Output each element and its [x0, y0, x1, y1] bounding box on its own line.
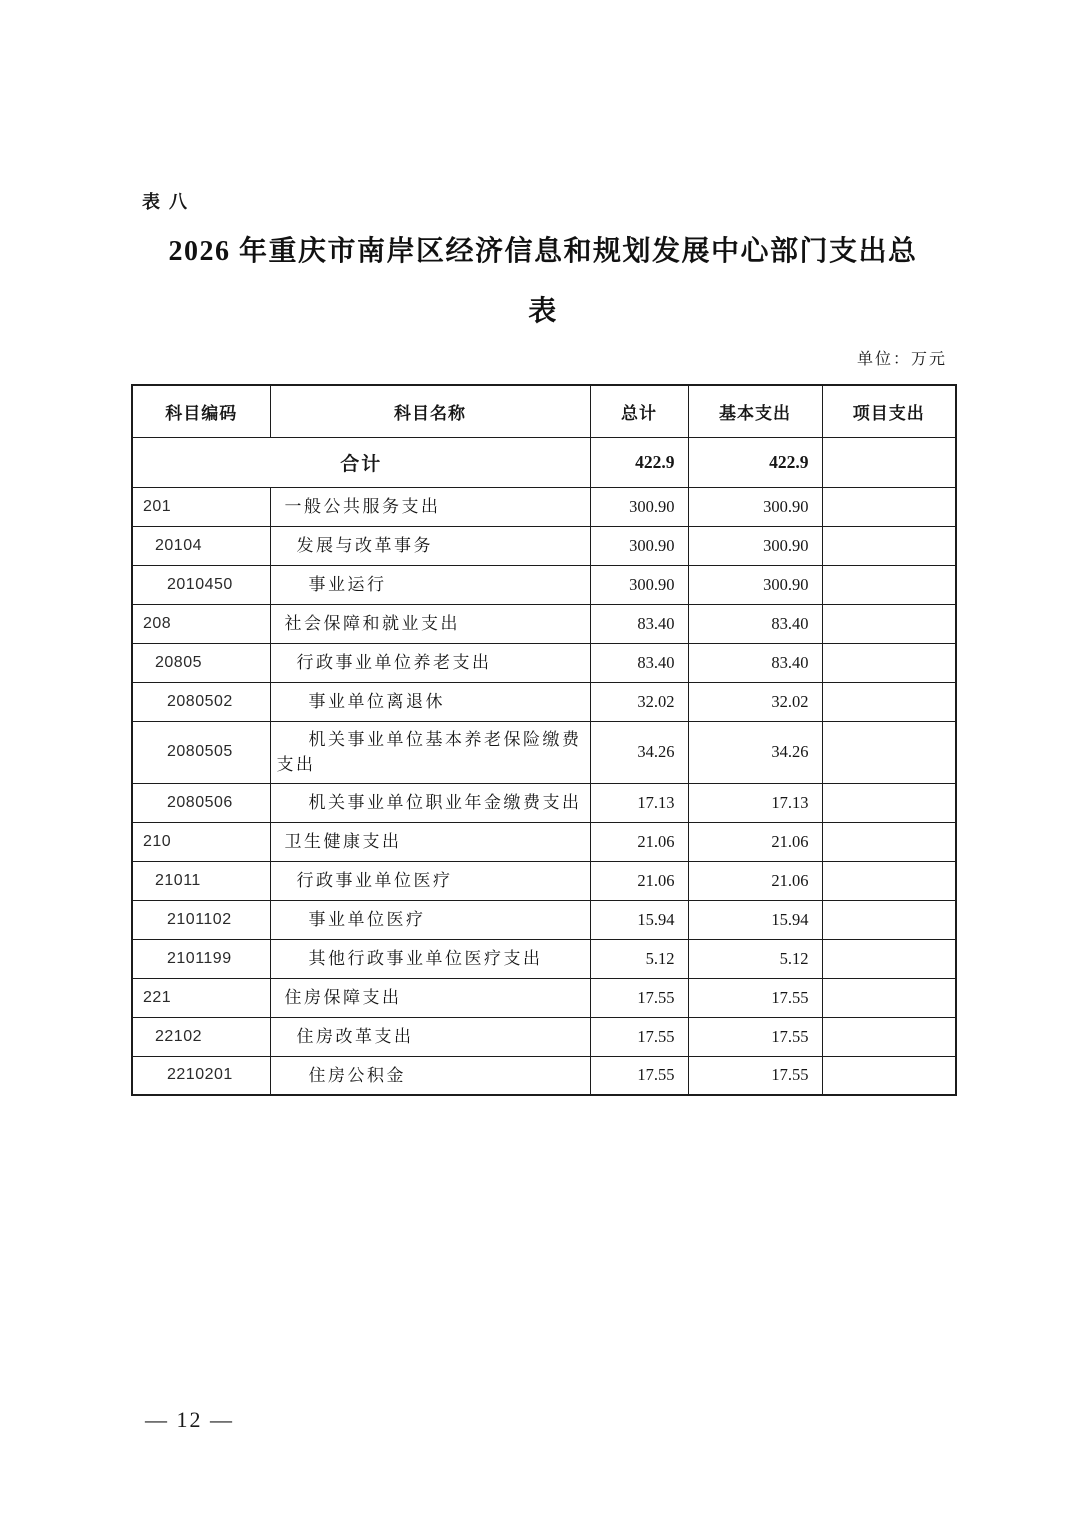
subject-name-cell: 一般公共服务支出: [270, 487, 590, 526]
grand-total-row: [132, 437, 956, 487]
table-row: [132, 939, 956, 978]
total-cell: 300.90: [590, 487, 688, 526]
total-cell: 83.40: [590, 643, 688, 682]
basic-expenditure-cell: 34.26: [688, 721, 822, 783]
table-row: [132, 526, 956, 565]
grand-total-label: 合计: [132, 437, 590, 487]
table-row: [132, 1017, 956, 1056]
subject-name-cell: 机关事业单位职业年金缴费支出: [270, 783, 590, 822]
budget-table: [131, 384, 957, 1096]
unit-note: 单位：万元: [856, 351, 947, 368]
table-row: [132, 643, 956, 682]
total-cell: 21.06: [590, 861, 688, 900]
project-expenditure-cell: [822, 526, 956, 565]
col-header-project: 项目支出: [822, 385, 956, 437]
document-title-line-2: 表: [528, 296, 558, 327]
total-cell: 32.02: [590, 682, 688, 721]
basic-expenditure-cell: 17.55: [688, 1056, 822, 1095]
basic-expenditure-cell: 83.40: [688, 643, 822, 682]
col-header-subject-code: 科目编码: [132, 385, 270, 437]
table-row: [132, 783, 956, 822]
basic-expenditure-cell: 32.02: [688, 682, 822, 721]
document-title: [131, 222, 955, 342]
project-expenditure-cell: [822, 682, 956, 721]
project-expenditure-cell: [822, 978, 956, 1017]
document-title-line-1: 2026 年重庆市南岸区经济信息和规划发展中心部门支出总: [168, 236, 918, 267]
total-cell: 17.55: [590, 1056, 688, 1095]
subject-name-cell: 其他行政事业单位医疗支出: [270, 939, 590, 978]
subject-code-cell: 2210201: [132, 1056, 270, 1095]
subject-name-cell: 卫生健康支出: [270, 822, 590, 861]
project-expenditure-cell: [822, 1056, 956, 1095]
project-expenditure-cell: [822, 604, 956, 643]
basic-expenditure-cell: 83.40: [688, 604, 822, 643]
subject-name-cell: 发展与改革事务: [270, 526, 590, 565]
grand-total-basic-cell: 422.9: [688, 437, 822, 487]
col-header-basic: 基本支出: [688, 385, 822, 437]
subject-code-cell: 20805: [132, 643, 270, 682]
basic-expenditure-cell: 17.55: [688, 1017, 822, 1056]
grand-total-project-cell: [822, 437, 956, 487]
table-row: [132, 822, 956, 861]
page-number: — 12 —: [145, 1407, 234, 1432]
subject-name-cell: 事业单位离退休: [270, 682, 590, 721]
subject-code-cell: 2080502: [132, 682, 270, 721]
project-expenditure-cell: [822, 939, 956, 978]
subject-code-cell: 221: [132, 978, 270, 1017]
table-row: [132, 565, 956, 604]
table-row: [132, 721, 956, 783]
table-label: 表 八: [142, 192, 190, 212]
table-row: [132, 682, 956, 721]
subject-code-cell: 201: [132, 487, 270, 526]
total-cell: 17.13: [590, 783, 688, 822]
subject-name-cell: 住房改革支出: [270, 1017, 590, 1056]
subject-code-cell: 2080506: [132, 783, 270, 822]
project-expenditure-cell: [822, 643, 956, 682]
subject-code-cell: 21011: [132, 861, 270, 900]
project-expenditure-cell: [822, 487, 956, 526]
subject-name-cell: 社会保障和就业支出: [270, 604, 590, 643]
basic-expenditure-cell: 17.13: [688, 783, 822, 822]
project-expenditure-cell: [822, 861, 956, 900]
subject-name-cell: 行政事业单位医疗: [270, 861, 590, 900]
total-cell: 17.55: [590, 978, 688, 1017]
subject-code-cell: 20104: [132, 526, 270, 565]
total-cell: 5.12: [590, 939, 688, 978]
table-row: [132, 487, 956, 526]
basic-expenditure-cell: 21.06: [688, 861, 822, 900]
subject-name-cell: 事业运行: [270, 565, 590, 604]
subject-code-cell: 2010450: [132, 565, 270, 604]
col-header-total: 总计: [590, 385, 688, 437]
col-header-subject-name: 科目名称: [270, 385, 590, 437]
subject-code-cell: 210: [132, 822, 270, 861]
subject-code-cell: 2080505: [132, 721, 270, 783]
project-expenditure-cell: [822, 565, 956, 604]
basic-expenditure-cell: 300.90: [688, 487, 822, 526]
total-cell: 17.55: [590, 1017, 688, 1056]
table-row: [132, 900, 956, 939]
total-cell: 21.06: [590, 822, 688, 861]
project-expenditure-cell: [822, 783, 956, 822]
subject-name-cell: 住房公积金: [270, 1056, 590, 1095]
basic-expenditure-cell: 15.94: [688, 900, 822, 939]
total-cell: 300.90: [590, 526, 688, 565]
subject-code-cell: 208: [132, 604, 270, 643]
table-row: [132, 978, 956, 1017]
table-body: [132, 437, 956, 1095]
project-expenditure-cell: [822, 822, 956, 861]
subject-name-cell: 事业单位医疗: [270, 900, 590, 939]
total-cell: 300.90: [590, 565, 688, 604]
grand-total-total-cell: 422.9: [590, 437, 688, 487]
total-cell: 34.26: [590, 721, 688, 783]
subject-code-cell: 2101199: [132, 939, 270, 978]
subject-code-cell: 22102: [132, 1017, 270, 1056]
basic-expenditure-cell: 17.55: [688, 978, 822, 1017]
project-expenditure-cell: [822, 900, 956, 939]
total-cell: 15.94: [590, 900, 688, 939]
subject-name-cell: 机关事业单位基本养老保险缴费支出: [270, 721, 590, 783]
table-row: [132, 604, 956, 643]
subject-code-cell: 2101102: [132, 900, 270, 939]
subject-name-cell: 住房保障支出: [270, 978, 590, 1017]
basic-expenditure-cell: 21.06: [688, 822, 822, 861]
basic-expenditure-cell: 300.90: [688, 526, 822, 565]
table-row: [132, 1056, 956, 1095]
project-expenditure-cell: [822, 721, 956, 783]
basic-expenditure-cell: 300.90: [688, 565, 822, 604]
basic-expenditure-cell: 5.12: [688, 939, 822, 978]
total-cell: 83.40: [590, 604, 688, 643]
table-header-row: [132, 385, 956, 437]
subject-name-cell: 行政事业单位养老支出: [270, 643, 590, 682]
project-expenditure-cell: [822, 1017, 956, 1056]
table-row: [132, 861, 956, 900]
